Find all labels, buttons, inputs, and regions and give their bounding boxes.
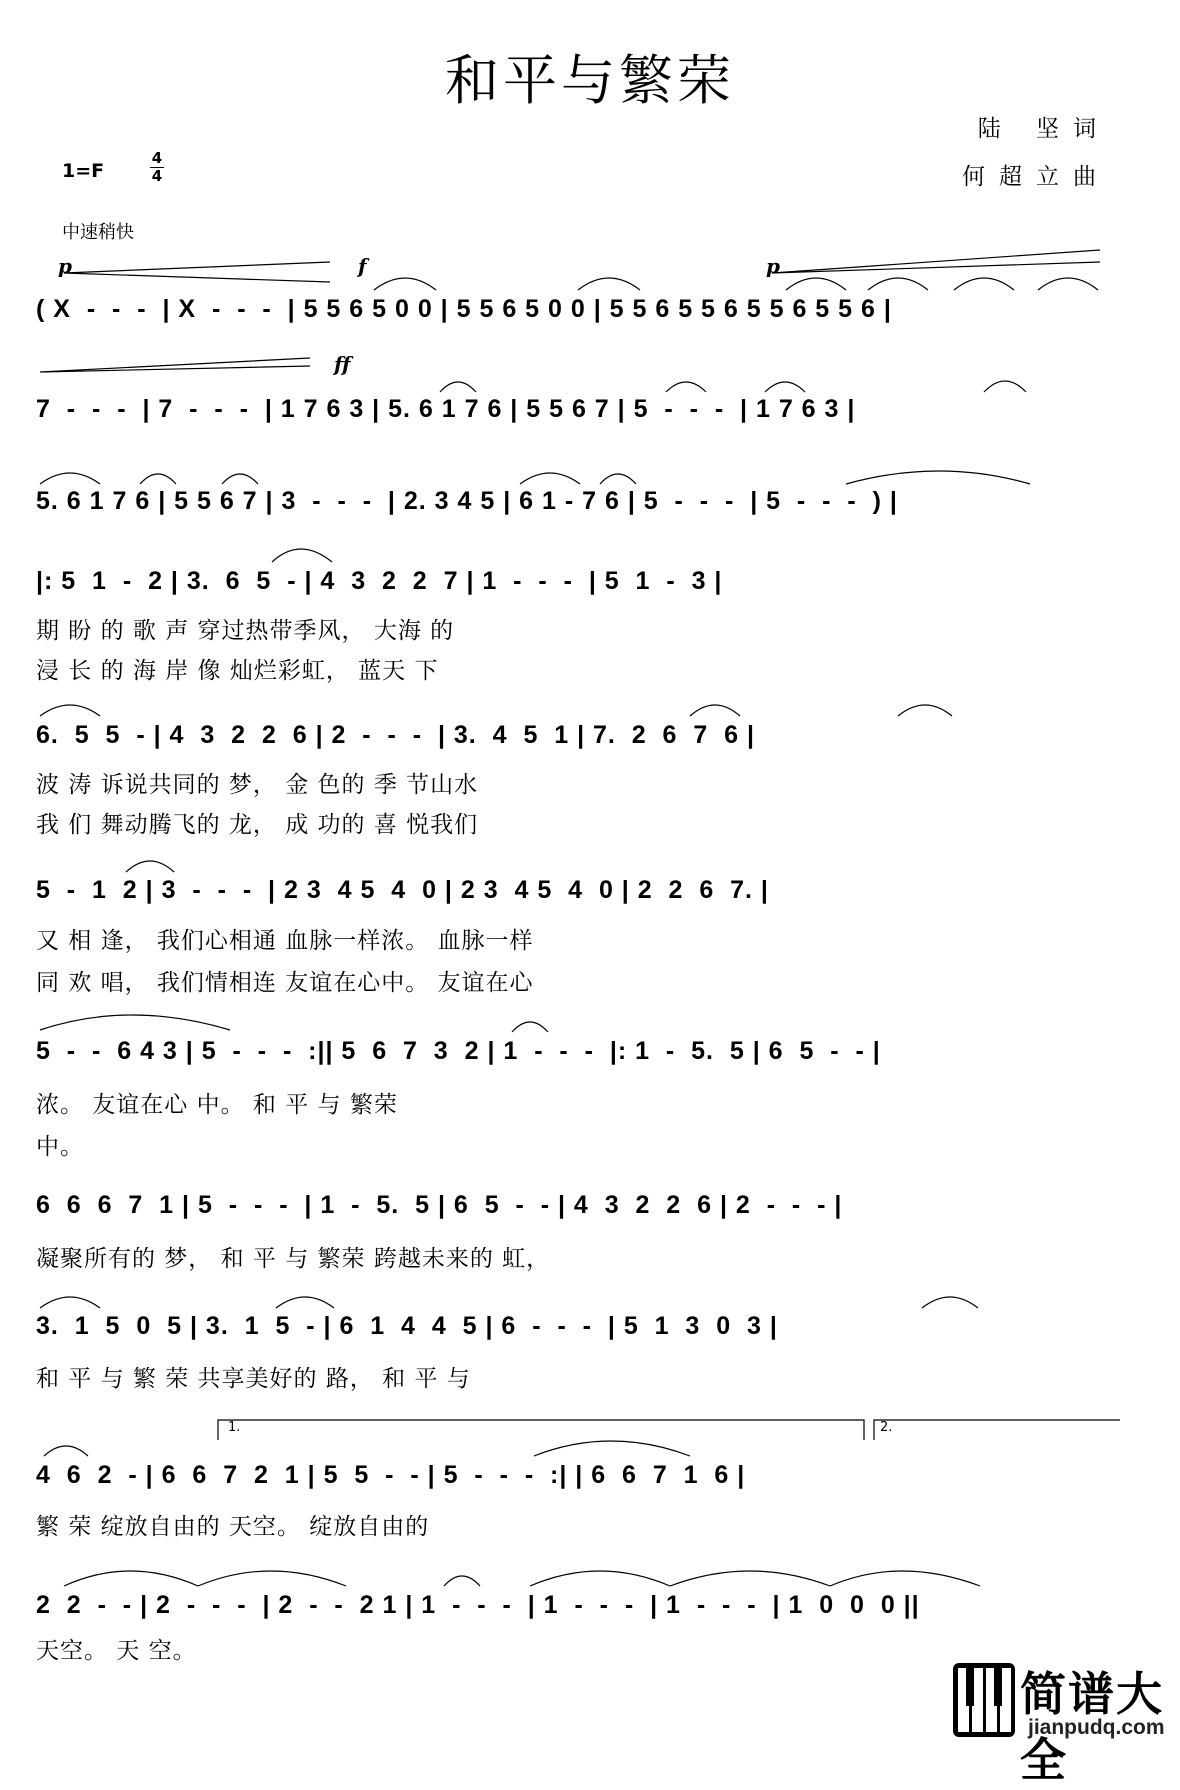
notes-row-6: 5 - 1 2 | 3 - - - | 2 3 4 5 4 0 | 2 3 4 5 4 0 | 2 2 6 7. | xyxy=(36,875,769,904)
slur xyxy=(690,705,740,716)
slur xyxy=(1038,278,1098,290)
music-row-3 xyxy=(36,486,1126,516)
music-row-5 xyxy=(36,720,1126,750)
volta-second-label: 2. xyxy=(880,1420,893,1435)
slur xyxy=(578,278,640,290)
lyric-row-4a: 浓。 友谊在心 中。 和 平 与 繁荣 xyxy=(36,1092,398,1118)
slur xyxy=(512,1022,548,1032)
slur xyxy=(954,278,1014,290)
tempo-marking: 中速稍快 xyxy=(62,222,134,243)
lyric-row-1b: 浸 长 的 海 岸 像 灿烂彩虹， 蓝天 下 xyxy=(36,658,439,684)
notes-row-2: 7 - - - | 7 - - - | 1 7 6 3 | 5. 6 1 7 6 | 5 5 6 7 | 5 - - - | 1 7 6 3 | xyxy=(36,394,856,423)
composer: 何超立曲 xyxy=(962,164,1110,190)
slur xyxy=(44,1446,88,1456)
notes-row-5: 6. 5 5 - | 4 3 2 2 6 | 2 - - - | 3. 4 5 1 | 7. 2 6 7 6 | xyxy=(36,720,755,749)
music-row-9 xyxy=(36,1311,1126,1341)
slur xyxy=(898,705,952,716)
music-row-2 xyxy=(36,394,1126,424)
slur xyxy=(40,1297,100,1308)
lyric-row-4b: 中。 xyxy=(36,1134,84,1160)
slur xyxy=(140,474,176,484)
slur xyxy=(40,705,100,716)
dynamic-fortissimo: ff xyxy=(334,352,351,376)
slur xyxy=(272,549,332,562)
page-title: 和平与繁荣 xyxy=(445,49,735,112)
slur xyxy=(666,382,706,392)
time-top: 4 xyxy=(151,149,163,167)
slur xyxy=(600,474,636,484)
slur xyxy=(444,1576,480,1586)
lyric-row-5: 凝聚所有的 梦， 和 平 与 繁荣 跨越未来的 虹， xyxy=(36,1246,551,1272)
slur xyxy=(126,861,174,872)
slur xyxy=(276,1297,334,1308)
music-row-6 xyxy=(36,875,1126,905)
slur xyxy=(868,278,928,290)
crescendo-2 xyxy=(772,250,1100,273)
music-row-10 xyxy=(36,1460,1126,1490)
volta-first-label: 1. xyxy=(228,1420,241,1435)
music-row-11 xyxy=(36,1590,1126,1620)
slur xyxy=(830,1571,980,1586)
lyric-row-7: 繁 荣 绽放自由的 天空。 绽放自由的 xyxy=(36,1514,430,1540)
crescendo-1 xyxy=(64,262,330,282)
lyric-row-6: 和 平 与 繁 荣 共享美好的 路， 和 平 与 xyxy=(36,1366,471,1392)
notes-row-10: 4 6 2 - | 6 6 7 2 1 | 5 5 - - | 5 - - - :| | 6 6 7 1 6 | xyxy=(36,1460,746,1489)
logo-url: jianpudq.com xyxy=(1028,1716,1165,1739)
logo-text: 简谱大全 xyxy=(1020,1667,1164,1787)
lyric-row-3b: 同 欢 唱， 我们情相连 友谊在心中。 友谊在心 xyxy=(36,970,534,996)
slur xyxy=(374,278,436,290)
key-signature: 1=F xyxy=(62,160,105,182)
slur xyxy=(922,1297,978,1308)
lyricist: 陆 坚词 xyxy=(977,116,1110,142)
slur xyxy=(440,382,476,392)
lyric-row-3a: 又 相 逢， 我们心相通 血脉一样浓。 血脉一样 xyxy=(36,928,534,954)
notes-row-7: 5 - - 6 4 3 | 5 - - - :|| 5 6 7 3 2 | 1 - - - |: 1 - 5. 5 | 6 5 - - | xyxy=(36,1036,881,1065)
time-bottom: 4 xyxy=(151,167,163,185)
lyric-row-2a: 波 涛 诉说共同的 梦， 金 色的 季 节山水 xyxy=(36,772,479,798)
slur xyxy=(530,1571,670,1586)
slur xyxy=(222,474,258,484)
dynamic-piano-2: p xyxy=(766,254,780,278)
lyric-row-2b: 我 们 舞动腾飞的 龙， 成 功的 喜 悦我们 xyxy=(36,812,479,838)
slur xyxy=(670,1571,830,1586)
slur xyxy=(40,1015,230,1030)
notes-row-4: |: 5 1 - 2 | 3. 6 5 - | 4 3 2 2 7 | 1 - - - | 5 1 - 3 | xyxy=(36,566,723,595)
site-logo xyxy=(952,1658,1172,1787)
notes-row-3: 5. 6 1 7 6 | 5 5 6 7 | 3 - - - | 2. 3 4 5 | 6 1 - 7 6 | 5 - - - | 5 - - - ) | xyxy=(36,486,898,515)
slur xyxy=(786,278,846,290)
music-row-1 xyxy=(36,294,1126,324)
slur xyxy=(534,1441,690,1456)
slur xyxy=(64,1571,198,1586)
dynamic-forte: f xyxy=(358,254,367,278)
lyric-row-1a: 期 盼 的 歌 声 穿过热带季风， 大海 的 xyxy=(36,618,455,644)
volta-first-bracket xyxy=(218,1420,864,1440)
notes-row-8: 6 6 6 7 1 | 5 - - - | 1 - 5. 5 | 6 5 - - | 4 3 2 2 6 | 2 - - - | xyxy=(36,1190,843,1219)
slur xyxy=(765,382,805,392)
dynamic-piano-1: p xyxy=(58,254,72,278)
music-row-7 xyxy=(36,1036,1126,1066)
lyric-row-8: 天空。 天 空。 xyxy=(36,1638,197,1664)
music-row-8 xyxy=(36,1190,1126,1220)
slur xyxy=(520,473,580,484)
piano-keys-icon xyxy=(952,1662,1016,1738)
music-row-4 xyxy=(36,566,1126,596)
crescendo-3 xyxy=(40,358,310,372)
time-signature xyxy=(148,150,166,185)
slur xyxy=(198,1571,346,1586)
volta-second-bracket xyxy=(874,1420,1120,1440)
notes-row-1: ( X - - - | X - - - | 5 5 6 5 0 0 | 5 5 6 5 0 0 | 5 5 6 5 5 6 5 5 6 5 5 6 | xyxy=(36,294,892,323)
notes-row-11: 2 2 - - | 2 - - - | 2 - - 2 1 | 1 - - - | 1 - - - | 1 - - - | 1 0 0 0 || xyxy=(36,1590,920,1619)
slur xyxy=(984,381,1026,392)
slur xyxy=(40,473,100,484)
notes-row-9: 3. 1 5 0 5 | 3. 1 5 - | 6 1 4 4 5 | 6 - - - | 5 1 3 0 3 | xyxy=(36,1311,778,1340)
slur xyxy=(846,471,1030,484)
